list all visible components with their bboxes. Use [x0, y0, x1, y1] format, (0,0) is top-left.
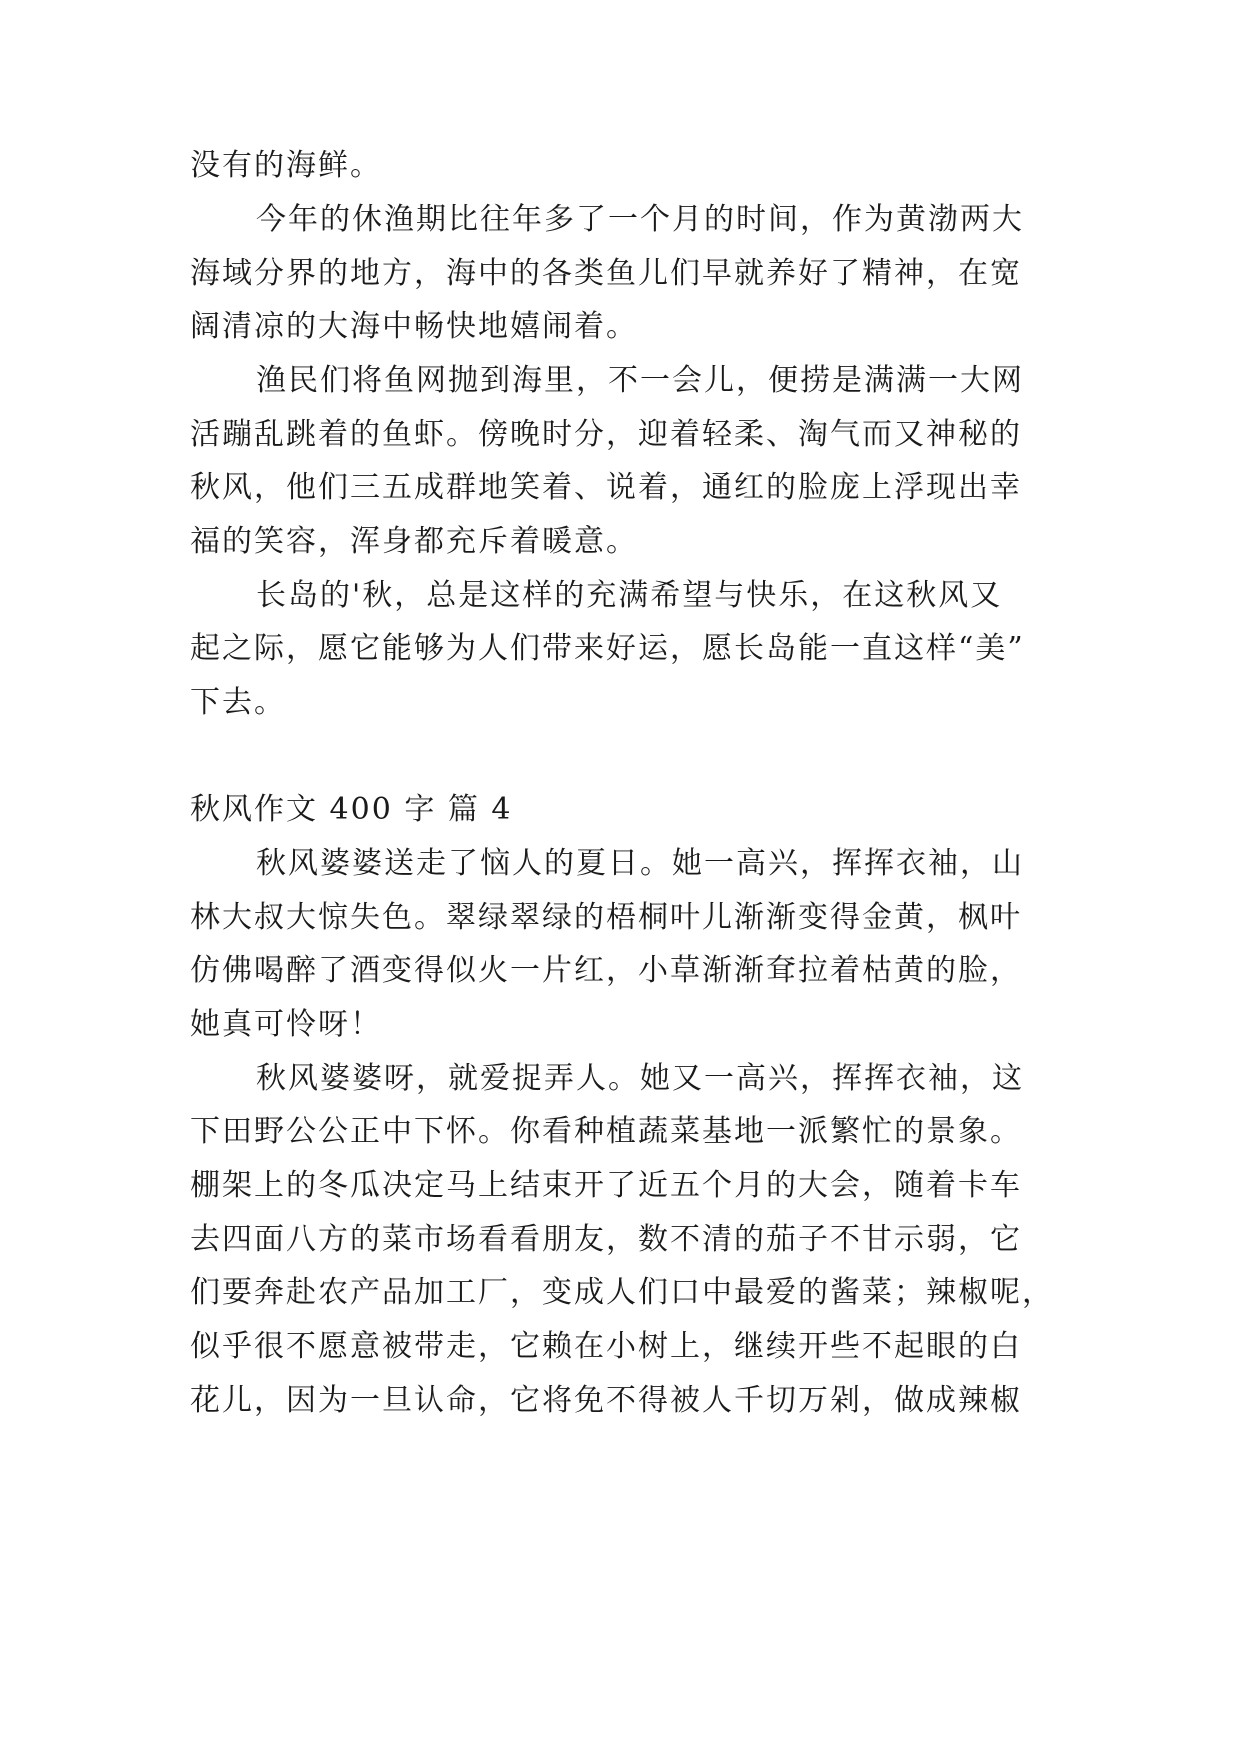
paragraph-start-line: 长岛的'秋，总是这样的充满希望与快乐，在这秋风又: [256, 578, 1003, 613]
paragraph-start-line: 今年的休渔期比往年多了一个月的时间，作为黄渤两大: [256, 202, 1024, 237]
text-line: 她真可怜呀！: [190, 1007, 382, 1042]
paragraph-start-line: 渔民们将鱼网抛到海里，不一会儿，便捞是满满一大网: [256, 363, 1024, 398]
section-heading: 秋风作文 400 字 篇 4: [190, 792, 513, 827]
paragraph-start-line: 秋风婆婆呀，就爱捉弄人。她又一高兴，挥挥衣袖，这: [256, 1061, 1024, 1096]
text-line: 没有的海鲜。: [190, 148, 382, 183]
text-line: 去四面八方的菜市场看看朋友，数不清的茄子不甘示弱，它: [190, 1222, 1022, 1257]
text-line: 活蹦乱跳着的鱼虾。傍晚时分，迎着轻柔、淘气而又神秘的: [190, 417, 1022, 452]
text-line: 花儿，因为一旦认命，它将免不得被人千切万剁，做成辣椒: [190, 1383, 1022, 1418]
paragraph-start-line: 秋风婆婆送走了恼人的夏日。她一高兴，挥挥衣袖，山: [256, 846, 1024, 881]
text-line: 下田野公公正中下怀。你看种植蔬菜基地一派繁忙的景象。: [190, 1114, 1022, 1149]
text-line: 起之际，愿它能够为人们带来好运，愿长岛能一直这样“美”: [190, 631, 1025, 666]
text-line: 海域分界的地方，海中的各类鱼儿们早就养好了精神，在宽: [190, 256, 1022, 291]
text-line: 似乎很不愿意被带走，它赖在小树上，继续开些不起眼的白: [190, 1329, 1022, 1364]
text-line: 秋风，他们三五成群地笑着、说着，通红的脸庞上浮现出幸: [190, 470, 1022, 505]
text-line: 阔清凉的大海中畅快地嬉闹着。: [190, 309, 638, 344]
text-line: 们要奔赴农产品加工厂，变成人们口中最爱的酱菜；辣椒呢，: [190, 1275, 1054, 1310]
text-line: 福的笑容，浑身都充斥着暖意。: [190, 524, 638, 559]
text-line: 棚架上的冬瓜决定马上结束开了近五个月的大会，随着卡车: [190, 1168, 1022, 1203]
text-line: 林大叔大惊失色。翠绿翠绿的梧桐叶儿渐渐变得金黄，枫叶: [190, 900, 1022, 935]
text-line: 下去。: [190, 685, 286, 720]
text-line: 仿佛喝醉了酒变得似火一片红，小草渐渐耷拉着枯黄的脸，: [190, 953, 1022, 988]
